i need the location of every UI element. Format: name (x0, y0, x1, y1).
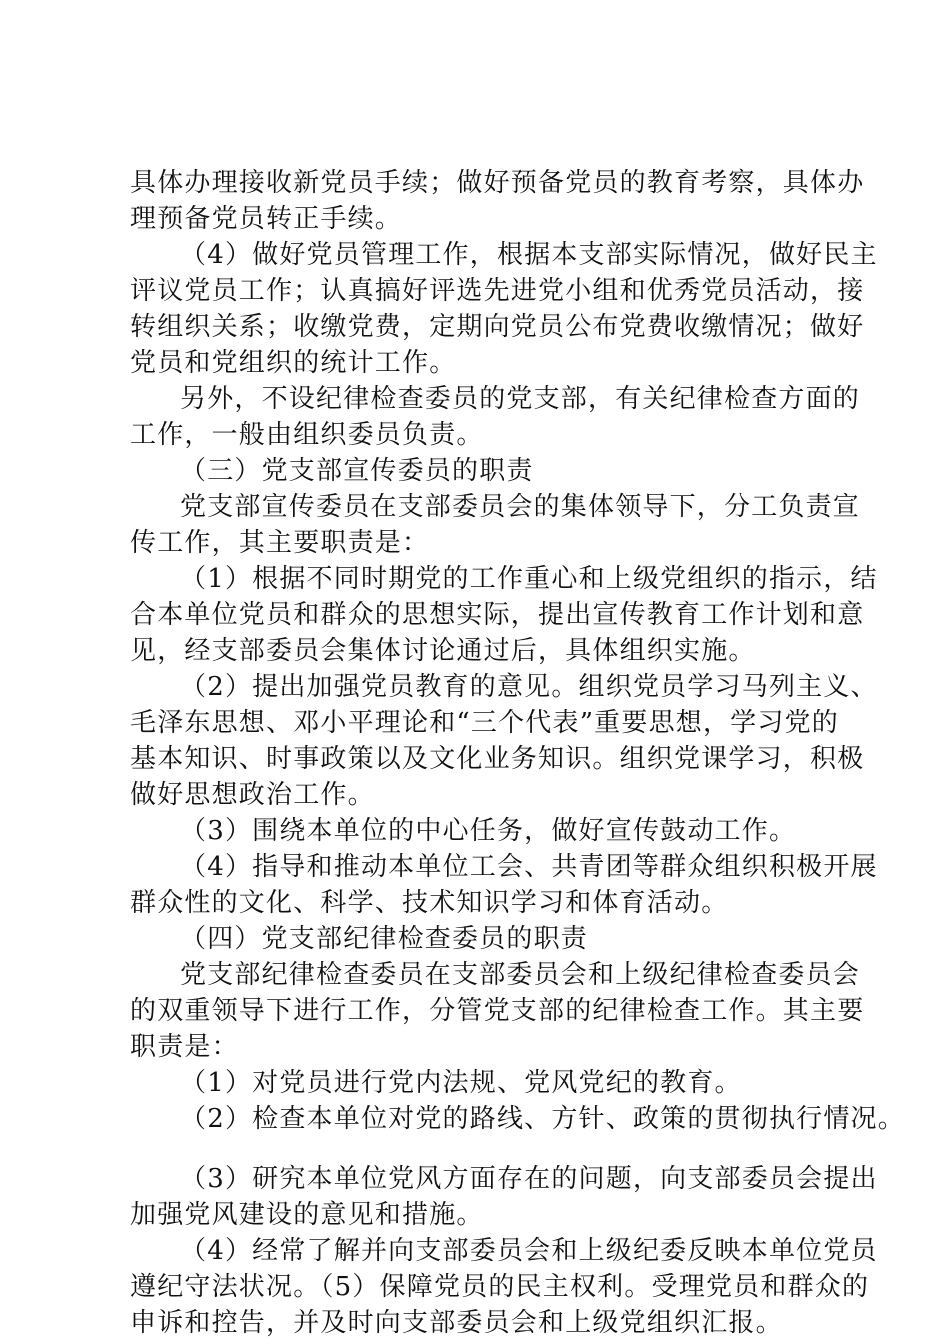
text-line: 评议党员工作；认真搞好评选先进党小组和优秀党员活动，接 (130, 276, 865, 306)
text-line: 工作，一般由组织委员负责。 (130, 420, 484, 450)
text-line: 党支部宣传委员在支部委员会的集体领导下，分工负责宣 (180, 492, 861, 522)
text-line: 毛泽东思想、邓小平理论和“三个代表”重要思想，学习党的 (130, 708, 839, 738)
section-heading: （四）党支部纪律检查委员的职责 (180, 924, 589, 954)
text-line: （1）对党员进行党内法规、党风党纪的教育。 (180, 1068, 742, 1098)
text-line: （2）检查本单位对党的路线、方针、政策的贯彻执行情况。 (180, 1104, 905, 1134)
text-line: 基本知识、时事政策以及文化业务知识。组织党课学习，积极 (130, 744, 865, 774)
text-line: 党员和党组织的统计工作。 (130, 348, 457, 378)
text-line: 党支部纪律检查委员在支部委员会和上级纪律检查委员会 (180, 960, 861, 990)
text-line: 做好思想政治工作。 (130, 780, 375, 810)
text-line: 合本单位党员和群众的思想实际，提出宣传教育工作计划和意 (130, 600, 865, 630)
text-line: 遵纪守法状况。（5）保障党员的民主权利。受理党员和群众的 (130, 1272, 870, 1302)
text-line: （4）做好党员管理工作，根据本支部实际情况，做好民主 (180, 240, 878, 270)
text-line: 另外，不设纪律检查委员的党支部，有关纪律检查方面的 (180, 384, 861, 414)
section-heading: （三）党支部宣传委员的职责 (180, 456, 534, 486)
text-line: 理预备党员转正手续。 (130, 204, 403, 234)
text-line: 具体办理接收新党员手续；做好预备党员的教育考察，具体办 (130, 168, 865, 198)
text-line: 申诉和控告，并及时向支部委员会和上级党组织汇报。 (130, 1308, 783, 1338)
text-line: 见，经支部委员会集体讨论通过后，具体组织实施。 (130, 636, 756, 666)
text-line: 转组织关系；收缴党费，定期向党员公布党费收缴情况；做好 (130, 312, 865, 342)
text-line: 加强党风建设的意见和措施。 (130, 1200, 484, 1230)
text-line: 的双重领导下进行工作，分管党支部的纪律检查工作。其主要 (130, 996, 865, 1026)
text-line: （3）研究本单位党风方面存在的问题，向支部委员会提出 (180, 1164, 878, 1194)
text-line: （4）指导和推动本单位工会、共青团等群众组织积极开展 (180, 852, 878, 882)
text-line: （4）经常了解并向支部委员会和上级纪委反映本单位党员 (180, 1236, 878, 1266)
text-line: 传工作，其主要职责是： (130, 528, 430, 558)
text-line: 群众性的文化、科学、技术知识学习和体育活动。 (130, 888, 729, 918)
text-line: （3）围绕本单位的中心任务，做好宣传鼓动工作。 (180, 816, 797, 846)
text-line: （1）根据不同时期党的工作重心和上级党组织的指示，结 (180, 564, 878, 594)
text-line: （2）提出加强党员教育的意见。组织党员学习马列主义、 (180, 672, 878, 702)
text-line: 职责是： (130, 1032, 239, 1062)
